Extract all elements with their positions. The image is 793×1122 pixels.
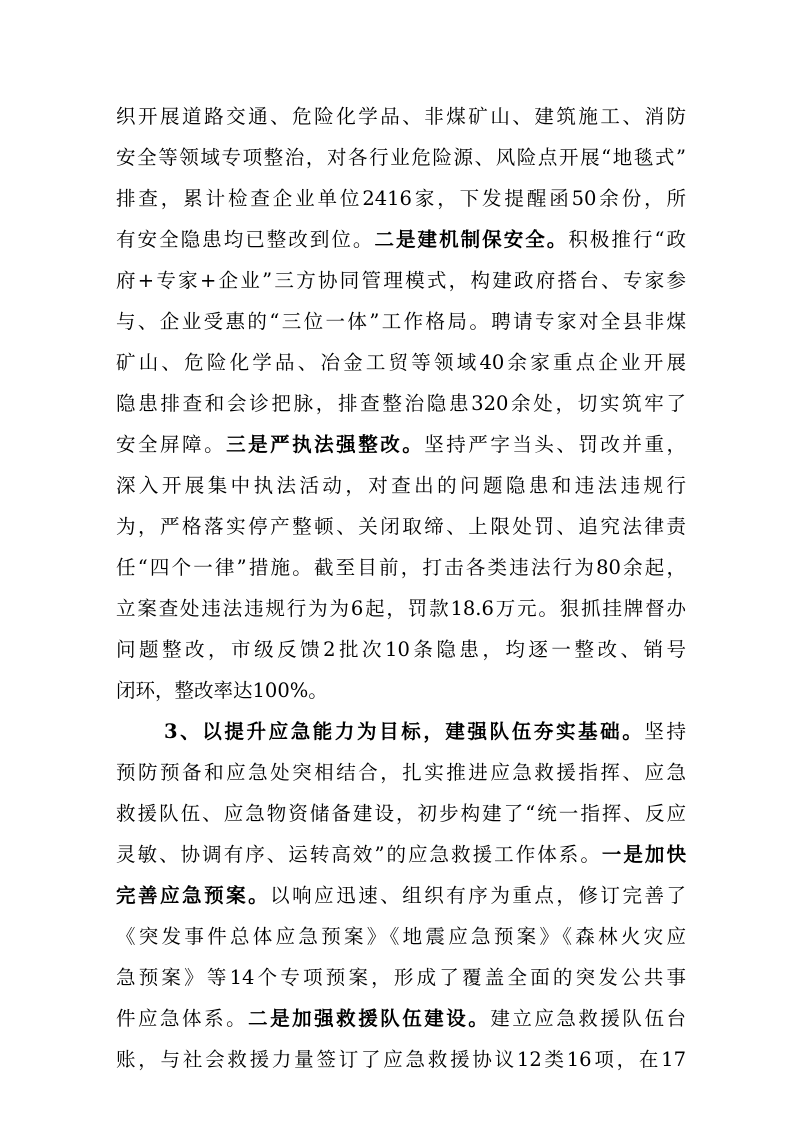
text-line: 账，与社会救援力量签订了应急救援协议12类16项，在17 <box>116 1048 686 1071</box>
text-line: 与、企业受惠的“三位一体”工作格局。聘请专家对全县非煤 <box>116 310 686 333</box>
text-line: 《突发事件总体应急预案》《地震应急预案》《森林火灾应 <box>116 925 686 948</box>
text-line: 件应急体系。二是加强救援队伍建设。建立应急救援队伍台 <box>116 1007 686 1030</box>
bold-heading: 二是加强救援队伍建设。 <box>248 1007 491 1030</box>
text-line: 织开展道路交通、危险化学品、非煤矿山、建筑施工、消防 <box>116 105 686 128</box>
text-line: 立案查处违法违规行为为6起，罚款18.6万元。狠抓挂牌督办 <box>116 597 686 620</box>
text-line: 急预案》等14个专项预案，形成了覆盖全面的突发公共事 <box>116 966 686 989</box>
text-line: 隐患排查和会诊把脉，排查整治隐患320余处，切实筑牢了 <box>116 392 686 415</box>
text-line: 闭环，整改率达100%。 <box>116 679 328 702</box>
text-line: 安全屏障。三是严执法强整改。坚持严字当头、罚改并重， <box>116 433 686 456</box>
text-line: 为，严格落实停产整顿、关闭取缔、上限处罚、追究法律责 <box>116 515 686 538</box>
text-line: 救援队伍、应急物资储备建设，初步构建了“统一指挥、反应 <box>116 802 686 825</box>
text-line: 灵敏、协调有序、运转高效”的应急救援工作体系。一是加快 <box>116 843 686 866</box>
bold-heading: 一是加快 <box>601 843 686 866</box>
bold-heading: 二是建机制保安全。 <box>374 228 569 251</box>
text-line: 排查，累计检查企业单位2416家，下发提醒函50余份，所 <box>116 187 686 210</box>
section-heading: 3、以提升应急能力为目标，建强队伍夯实基础。 <box>164 720 645 743</box>
text-line: 矿山、危险化学品、冶金工贸等领域40余家重点企业开展 <box>116 351 686 374</box>
text-line: 预防预备和应急处突相结合，扎实推进应急救援指挥、应急 <box>116 761 686 784</box>
text-line: 问题整改，市级反馈2批次10条隐患，均逐一整改、销号 <box>116 638 686 661</box>
text-line: 府+专家+企业”三方协同管理模式，构建政府搭台、专家参 <box>116 269 686 292</box>
text-line: 安全等领域专项整治，对各行业危险源、风险点开展“地毯式” <box>116 146 686 169</box>
text-line: 深入开展集中执法活动，对查出的问题隐患和违法违规行 <box>116 474 686 497</box>
text-line: 有安全隐患均已整改到位。二是建机制保安全。积极推行“政 <box>116 228 686 251</box>
text-line: 任“四个一律”措施。截至目前，打击各类违法行为80余起， <box>116 556 686 579</box>
section-heading-line: 3、以提升应急能力为目标，建强队伍夯实基础。坚持 <box>164 720 686 743</box>
bold-heading: 三是严执法强整改。 <box>226 433 425 456</box>
bold-heading: 完善应急预案。 <box>116 884 271 907</box>
text-line: 完善应急预案。以响应迅速、组织有序为重点，修订完善了 <box>116 884 686 907</box>
